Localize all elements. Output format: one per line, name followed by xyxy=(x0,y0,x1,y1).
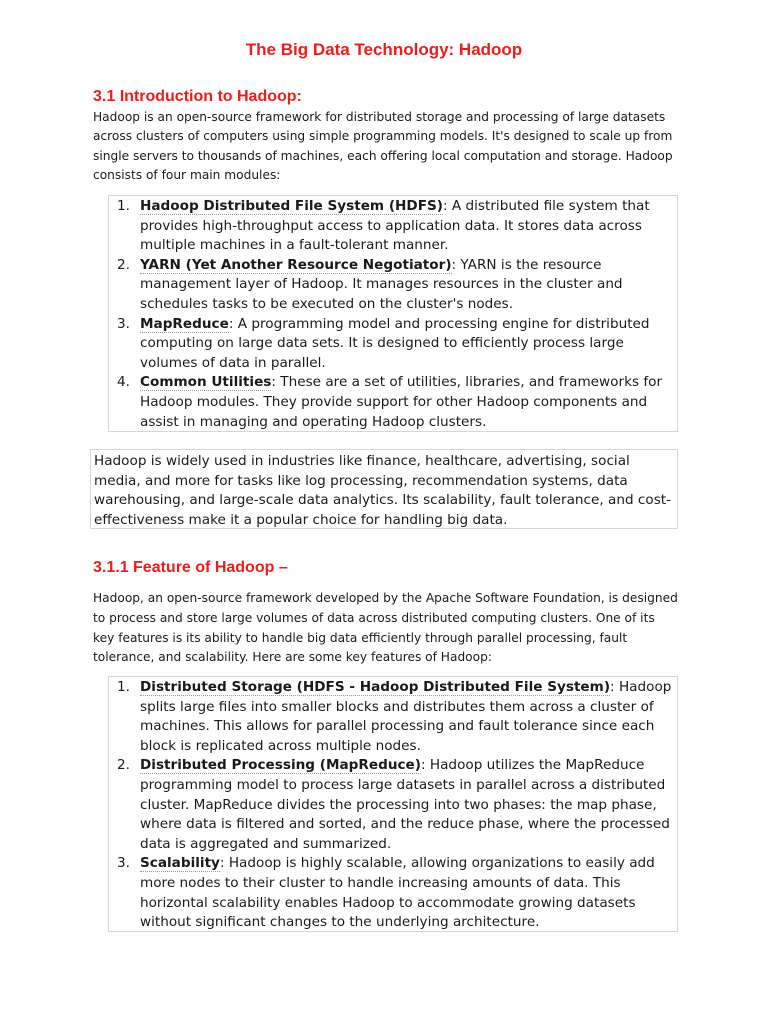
list-description: : YARN is the resource management layer of Hadoop. It manages resources in the cluster and schedules tasks to be executed on the cluster's nodes. xyxy=(140,256,623,312)
list-term: Scalability xyxy=(140,855,220,872)
list-item xyxy=(109,197,677,256)
list-description: : These are a set of utilities, libraries, and frameworks for Hadoop modules. They provide support for other Hadoop components and assist in managing and operating Hadoop clusters. xyxy=(140,374,663,430)
list-term: Distributed Processing (MapReduce) xyxy=(140,757,421,774)
list-term: Hadoop Distributed File System (HDFS) xyxy=(140,198,443,214)
introduction-paragraph: Hadoop is an open-source framework for distributed storage and processing of large datasets across clusters of computers using simple programming models. It's designed to scale up from single servers to thousands of machines, each offering local computation and storage. Hadoop consists of four main modules: xyxy=(93,110,673,183)
features-list-box xyxy=(108,676,678,932)
list-item xyxy=(109,756,677,854)
list-description: : Hadoop is highly scalable, allowing organizations to easily add more nodes to their cluster to handle increasing amounts of data. This horizontal scalability enables Hadoop to accommodate growing datasets without significant changes to the underlying architecture. xyxy=(140,855,655,931)
list-term: Common Utilities xyxy=(140,374,272,391)
list-item xyxy=(109,315,677,374)
list-number: 3. xyxy=(117,855,130,872)
list-number: 1. xyxy=(117,679,130,695)
features-intro-paragraph: Hadoop, an open-source framework developed by the Apache Software Foundation, is designed to process and store large volumes of data across distributed computing clusters. One of its key features is its ability to handle big data efficiently through parallel processing, fault tolerance, and scalability. Here are some key features of Hadoop: xyxy=(93,591,678,665)
list-term: YARN (Yet Another Resource Negotiator) xyxy=(140,256,452,273)
list-item xyxy=(109,854,677,932)
list-description: : Hadoop splits large files into smaller blocks and distributes them across a cluster of machines. This allows for parallel processing and fault tolerance since each block is replicated across multiple nodes. xyxy=(140,679,672,754)
list-description: : A distributed file system that provides high-throughput access to application data. It stores data across multiple machines in a fault-tolerant manner. xyxy=(140,198,650,254)
section-heading-introduction: 3.1 Introduction to Hadoop: xyxy=(93,88,302,105)
list-number: 1. xyxy=(117,198,130,214)
list-item xyxy=(109,256,677,315)
list-term: Distributed Storage (HDFS - Hadoop Distributed File System) xyxy=(140,679,611,695)
modules-list-box xyxy=(108,195,678,432)
list-description: : A programming model and processing engine for distributed computing on large data sets. It is designed to efficiently process large volumes of data in parallel. xyxy=(140,315,650,371)
list-item xyxy=(109,678,677,756)
list-term: MapReduce xyxy=(140,315,229,332)
list-number: 4. xyxy=(117,374,130,391)
list-number: 2. xyxy=(117,256,130,273)
list-number: 2. xyxy=(117,757,130,774)
usage-paragraph-box xyxy=(90,449,678,529)
document-title: The Big Data Technology: Hadoop xyxy=(245,40,523,59)
modules-list xyxy=(109,197,677,432)
list-description: : Hadoop utilizes the MapReduce programming model to process large datasets in parallel across a distributed cluster. MapReduce divides the processing into two phases: the map phase, where data is filtered and sorted, and the reduce phase, where the processed data is aggregated and summarized. xyxy=(140,757,670,852)
section-heading-features: 3.1.1 Feature of Hadoop – xyxy=(93,559,288,576)
features-list xyxy=(109,678,677,933)
list-number: 3. xyxy=(117,315,130,332)
usage-paragraph: Hadoop is widely used in industries like finance, healthcare, advertising, social media, and more for tasks like log processing, recommendation systems, data warehousing, and large-scale data analytics. Its scalability, fault tolerance, and cost-effectiveness make it a popular choice for handling big data. xyxy=(94,453,672,528)
list-item xyxy=(109,373,677,432)
